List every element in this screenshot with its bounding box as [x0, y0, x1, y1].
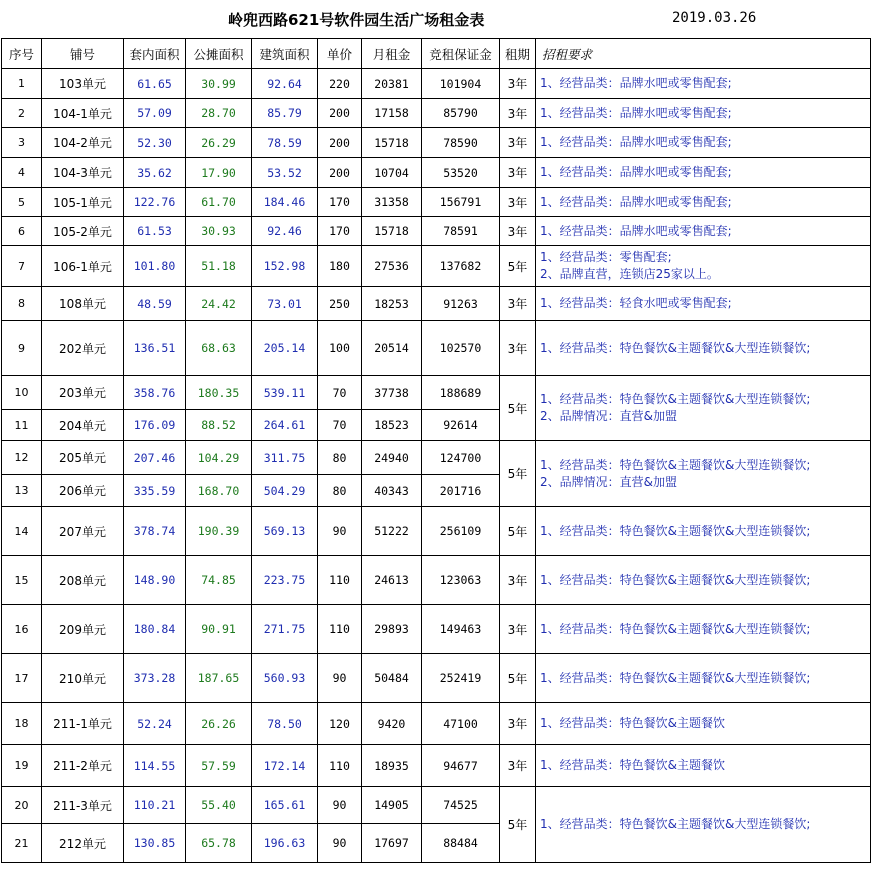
cell-building-area: 223.75	[252, 556, 318, 605]
cell-unit-price: 200	[318, 128, 362, 158]
cell-term: 5年	[500, 441, 536, 507]
cell-monthly-rent: 15718	[362, 128, 422, 158]
cell-requirements	[536, 158, 871, 188]
cell-no: 2	[2, 99, 42, 128]
cell-unit-price: 100	[318, 321, 362, 376]
cell-monthly-rent: 10704	[362, 158, 422, 188]
cell-term: 3年	[500, 188, 536, 217]
cell-inner-area: 52.24	[124, 703, 186, 745]
table-row	[2, 605, 871, 654]
cell-shared-area: 51.18	[186, 246, 252, 287]
table-row	[2, 376, 871, 410]
cell-term: 5年	[500, 246, 536, 287]
cell-no: 12	[2, 441, 42, 475]
cell-term: 3年	[500, 605, 536, 654]
cell-monthly-rent: 17697	[362, 824, 422, 863]
requirement-line: 1、经营品类：特色餐饮&主题餐饮	[540, 716, 725, 730]
cell-unit: 108单元	[42, 287, 124, 321]
cell-shared-area: 61.70	[186, 188, 252, 217]
cell-shared-area: 55.40	[186, 787, 252, 824]
header-row	[2, 39, 871, 69]
cell-requirements	[536, 745, 871, 787]
cell-shared-area: 30.93	[186, 217, 252, 246]
cell-term: 3年	[500, 69, 536, 99]
cell-unit-price: 200	[318, 158, 362, 188]
cell-unit: 105-2单元	[42, 217, 124, 246]
requirement-line: 1、经营品类：零售配套;	[540, 250, 672, 264]
page-title: 岭兜西路621号软件园生活广场租金表	[228, 11, 485, 29]
cell-unit-price: 180	[318, 246, 362, 287]
requirement-line: 1、经营品类：品牌水吧或零售配套;	[540, 223, 732, 238]
cell-shared-area: 187.65	[186, 654, 252, 703]
cell-term: 3年	[500, 287, 536, 321]
cell-shared-area: 74.85	[186, 556, 252, 605]
cell-monthly-rent: 17158	[362, 99, 422, 128]
cell-term: 5年	[500, 376, 536, 441]
cell-no: 16	[2, 605, 42, 654]
table-row	[2, 99, 871, 128]
cell-unit: 207单元	[42, 507, 124, 556]
cell-term: 3年	[500, 99, 536, 128]
requirement-line: 1、经营品类：特色餐饮&主题餐饮&大型连锁餐饮;	[540, 457, 811, 472]
cell-inner-area: 130.85	[124, 824, 186, 863]
cell-shared-area: 28.70	[186, 99, 252, 128]
col-header-no: 序号	[2, 39, 42, 69]
cell-no: 7	[2, 246, 42, 287]
cell-monthly-rent: 14905	[362, 787, 422, 824]
cell-term: 5年	[500, 787, 536, 863]
cell-inner-area: 378.74	[124, 507, 186, 556]
col-header-unit-price: 单价	[318, 39, 362, 69]
cell-requirements	[536, 217, 871, 246]
cell-monthly-rent: 37738	[362, 376, 422, 410]
cell-unit: 104-3单元	[42, 158, 124, 188]
cell-building-area: 78.50	[252, 703, 318, 745]
cell-inner-area: 148.90	[124, 556, 186, 605]
cell-deposit: 47100	[422, 703, 500, 745]
requirement-line: 1、经营品类：特色餐饮&主题餐饮&大型连锁餐饮;	[540, 392, 811, 406]
cell-building-area: 504.29	[252, 475, 318, 507]
cell-inner-area: 61.53	[124, 217, 186, 246]
cell-requirements	[536, 69, 871, 99]
cell-inner-area: 101.80	[124, 246, 186, 287]
cell-monthly-rent: 31358	[362, 188, 422, 217]
cell-monthly-rent: 15718	[362, 217, 422, 246]
cell-deposit: 53520	[422, 158, 500, 188]
cell-building-area: 271.75	[252, 605, 318, 654]
cell-inner-area: 136.51	[124, 321, 186, 376]
cell-building-area: 53.52	[252, 158, 318, 188]
cell-requirements	[536, 376, 871, 441]
cell-no: 18	[2, 703, 42, 745]
cell-inner-area: 52.30	[124, 128, 186, 158]
cell-unit-price: 120	[318, 703, 362, 745]
cell-no: 10	[2, 376, 42, 410]
cell-inner-area: 61.65	[124, 69, 186, 99]
cell-shared-area: 30.99	[186, 69, 252, 99]
cell-building-area: 152.98	[252, 246, 318, 287]
requirement-line: 1、经营品类：轻食水吧或零售配套;	[540, 296, 732, 310]
cell-deposit: 252419	[422, 654, 500, 703]
cell-requirements	[536, 321, 871, 376]
cell-requirements	[536, 246, 871, 287]
cell-unit: 104-1单元	[42, 99, 124, 128]
cell-deposit: 78590	[422, 128, 500, 158]
cell-deposit: 94677	[422, 745, 500, 787]
cell-unit-price: 170	[318, 188, 362, 217]
cell-building-area: 73.01	[252, 287, 318, 321]
table-row	[2, 441, 871, 475]
cell-unit-price: 90	[318, 824, 362, 863]
cell-unit: 205单元	[42, 441, 124, 475]
cell-unit: 203单元	[42, 376, 124, 410]
cell-requirements	[536, 605, 871, 654]
table-row	[2, 787, 871, 824]
cell-unit-price: 70	[318, 376, 362, 410]
cell-term: 5年	[500, 654, 536, 703]
cell-inner-area: 122.76	[124, 188, 186, 217]
cell-no: 8	[2, 287, 42, 321]
cell-shared-area: 65.78	[186, 824, 252, 863]
cell-building-area: 264.61	[252, 410, 318, 441]
table-row	[2, 287, 871, 321]
cell-no: 1	[2, 69, 42, 99]
col-header-requirements: 招租要求	[536, 39, 871, 69]
cell-deposit: 91263	[422, 287, 500, 321]
requirement-line: 1、经营品类：特色餐饮&主题餐饮&大型连锁餐饮;	[540, 572, 811, 587]
cell-building-area: 78.59	[252, 128, 318, 158]
cell-term: 3年	[500, 745, 536, 787]
cell-building-area: 165.61	[252, 787, 318, 824]
cell-monthly-rent: 20381	[362, 69, 422, 99]
cell-deposit: 123063	[422, 556, 500, 605]
requirement-line: 2、品牌直营，连锁店25家以上。	[540, 267, 719, 281]
cell-no: 6	[2, 217, 42, 246]
col-header-shared-area: 公摊面积	[186, 39, 252, 69]
cell-monthly-rent: 29893	[362, 605, 422, 654]
cell-no: 11	[2, 410, 42, 441]
cell-monthly-rent: 20514	[362, 321, 422, 376]
cell-shared-area: 26.29	[186, 128, 252, 158]
cell-no: 13	[2, 475, 42, 507]
table-row	[2, 217, 871, 246]
cell-monthly-rent: 27536	[362, 246, 422, 287]
cell-shared-area: 104.29	[186, 441, 252, 475]
cell-term: 3年	[500, 556, 536, 605]
requirement-line: 2、品牌情况：直营&加盟	[540, 409, 677, 423]
cell-shared-area: 90.91	[186, 605, 252, 654]
cell-inner-area: 207.46	[124, 441, 186, 475]
cell-inner-area: 35.62	[124, 158, 186, 188]
cell-unit-price: 200	[318, 99, 362, 128]
cell-monthly-rent: 18935	[362, 745, 422, 787]
requirement-line: 1、经营品类：品牌水吧或零售配套;	[540, 194, 732, 209]
cell-unit: 211-2单元	[42, 745, 124, 787]
cell-deposit: 149463	[422, 605, 500, 654]
cell-deposit: 101904	[422, 69, 500, 99]
requirement-line: 1、经营品类：特色餐饮&主题餐饮&大型连锁餐饮;	[540, 621, 811, 636]
cell-monthly-rent: 18523	[362, 410, 422, 441]
cell-shared-area: 68.63	[186, 321, 252, 376]
cell-requirements	[536, 99, 871, 128]
col-header-unit: 铺号	[42, 39, 124, 69]
cell-inner-area: 48.59	[124, 287, 186, 321]
cell-requirements	[536, 703, 871, 745]
rent-table	[1, 38, 871, 863]
table-row	[2, 158, 871, 188]
cell-unit: 105-1单元	[42, 188, 124, 217]
cell-no: 14	[2, 507, 42, 556]
cell-term: 5年	[500, 507, 536, 556]
cell-building-area: 560.93	[252, 654, 318, 703]
cell-inner-area: 373.28	[124, 654, 186, 703]
cell-shared-area: 88.52	[186, 410, 252, 441]
cell-deposit: 124700	[422, 441, 500, 475]
cell-deposit: 92614	[422, 410, 500, 441]
cell-monthly-rent: 9420	[362, 703, 422, 745]
cell-inner-area: 335.59	[124, 475, 186, 507]
cell-monthly-rent: 24613	[362, 556, 422, 605]
cell-deposit: 78591	[422, 217, 500, 246]
cell-unit-price: 250	[318, 287, 362, 321]
cell-unit-price: 220	[318, 69, 362, 99]
cell-monthly-rent: 51222	[362, 507, 422, 556]
requirement-line: 1、经营品类：特色餐饮&主题餐饮&大型连锁餐饮;	[540, 340, 811, 355]
cell-shared-area: 190.39	[186, 507, 252, 556]
cell-requirements	[536, 507, 871, 556]
cell-term: 3年	[500, 217, 536, 246]
table-row	[2, 246, 871, 287]
col-header-term: 租期	[500, 39, 536, 69]
cell-unit-price: 110	[318, 605, 362, 654]
cell-term: 3年	[500, 321, 536, 376]
cell-building-area: 569.13	[252, 507, 318, 556]
cell-unit: 210单元	[42, 654, 124, 703]
requirement-line: 1、经营品类：特色餐饮&主题餐饮&大型连锁餐饮;	[540, 817, 811, 831]
table-row	[2, 128, 871, 158]
cell-deposit: 74525	[422, 787, 500, 824]
requirement-line: 1、经营品类：品牌水吧或零售配套;	[540, 105, 732, 120]
requirement-line: 1、经营品类：特色餐饮&主题餐饮&大型连锁餐饮;	[540, 523, 811, 538]
cell-shared-area: 17.90	[186, 158, 252, 188]
cell-inner-area: 110.21	[124, 787, 186, 824]
cell-inner-area: 180.84	[124, 605, 186, 654]
cell-unit: 209单元	[42, 605, 124, 654]
table-row	[2, 745, 871, 787]
cell-building-area: 92.64	[252, 69, 318, 99]
cell-deposit: 201716	[422, 475, 500, 507]
cell-monthly-rent: 40343	[362, 475, 422, 507]
cell-unit: 212单元	[42, 824, 124, 863]
requirement-line: 1、经营品类：特色餐饮&主题餐饮&大型连锁餐饮;	[540, 670, 811, 685]
cell-building-area: 539.11	[252, 376, 318, 410]
col-header-inner-area: 套内面积	[124, 39, 186, 69]
requirement-line: 2、品牌情况：直营&加盟	[540, 474, 677, 489]
cell-inner-area: 114.55	[124, 745, 186, 787]
cell-requirements	[536, 654, 871, 703]
cell-unit-price: 90	[318, 787, 362, 824]
cell-unit: 211-3单元	[42, 787, 124, 824]
requirement-line: 1、经营品类：品牌水吧或零售配套;	[540, 135, 732, 149]
cell-deposit: 137682	[422, 246, 500, 287]
cell-unit: 104-2单元	[42, 128, 124, 158]
cell-building-area: 184.46	[252, 188, 318, 217]
cell-building-area: 85.79	[252, 99, 318, 128]
requirement-line: 1、经营品类：特色餐饮&主题餐饮	[540, 758, 725, 772]
cell-requirements	[536, 556, 871, 605]
cell-building-area: 311.75	[252, 441, 318, 475]
cell-unit-price: 80	[318, 475, 362, 507]
cell-unit-price: 170	[318, 217, 362, 246]
cell-term: 3年	[500, 703, 536, 745]
col-header-building-area: 建筑面积	[252, 39, 318, 69]
requirement-line: 1、经营品类：品牌水吧或零售配套;	[540, 165, 732, 179]
cell-no: 9	[2, 321, 42, 376]
cell-requirements	[536, 441, 871, 507]
table-row	[2, 188, 871, 217]
cell-deposit: 102570	[422, 321, 500, 376]
cell-unit: 211-1单元	[42, 703, 124, 745]
cell-monthly-rent: 18253	[362, 287, 422, 321]
cell-deposit: 256109	[422, 507, 500, 556]
cell-unit: 106-1单元	[42, 246, 124, 287]
cell-requirements	[536, 188, 871, 217]
col-header-monthly-rent: 月租金	[362, 39, 422, 69]
cell-shared-area: 26.26	[186, 703, 252, 745]
cell-requirements	[536, 787, 871, 863]
cell-inner-area: 358.76	[124, 376, 186, 410]
table-row	[2, 703, 871, 745]
cell-building-area: 205.14	[252, 321, 318, 376]
table-date: 2019.03.26	[672, 10, 757, 26]
cell-no: 4	[2, 158, 42, 188]
cell-unit: 206单元	[42, 475, 124, 507]
cell-shared-area: 180.35	[186, 376, 252, 410]
cell-no: 19	[2, 745, 42, 787]
cell-deposit: 88484	[422, 824, 500, 863]
cell-no: 17	[2, 654, 42, 703]
cell-deposit: 188689	[422, 376, 500, 410]
cell-unit-price: 110	[318, 745, 362, 787]
title-bar	[0, 0, 872, 38]
cell-shared-area: 57.59	[186, 745, 252, 787]
cell-building-area: 196.63	[252, 824, 318, 863]
cell-shared-area: 24.42	[186, 287, 252, 321]
cell-building-area: 172.14	[252, 745, 318, 787]
cell-monthly-rent: 50484	[362, 654, 422, 703]
table-row	[2, 507, 871, 556]
table-row	[2, 556, 871, 605]
cell-unit-price: 80	[318, 441, 362, 475]
requirement-line: 1、经营品类：品牌水吧或零售配套;	[540, 76, 732, 90]
cell-no: 20	[2, 787, 42, 824]
cell-shared-area: 168.70	[186, 475, 252, 507]
cell-term: 3年	[500, 158, 536, 188]
cell-unit-price: 90	[318, 654, 362, 703]
cell-inner-area: 57.09	[124, 99, 186, 128]
cell-unit: 204单元	[42, 410, 124, 441]
cell-unit: 208单元	[42, 556, 124, 605]
cell-no: 5	[2, 188, 42, 217]
table-row	[2, 69, 871, 99]
cell-requirements	[536, 287, 871, 321]
cell-unit-price: 70	[318, 410, 362, 441]
cell-inner-area: 176.09	[124, 410, 186, 441]
table-row	[2, 321, 871, 376]
cell-unit: 103单元	[42, 69, 124, 99]
cell-no: 3	[2, 128, 42, 158]
cell-no: 21	[2, 824, 42, 863]
cell-requirements	[536, 128, 871, 158]
cell-unit-price: 110	[318, 556, 362, 605]
cell-no: 15	[2, 556, 42, 605]
cell-building-area: 92.46	[252, 217, 318, 246]
cell-deposit: 85790	[422, 99, 500, 128]
cell-unit-price: 90	[318, 507, 362, 556]
table-row	[2, 654, 871, 703]
cell-unit: 202单元	[42, 321, 124, 376]
cell-term: 3年	[500, 128, 536, 158]
col-header-deposit: 竞租保证金	[422, 39, 500, 69]
cell-deposit: 156791	[422, 188, 500, 217]
cell-monthly-rent: 24940	[362, 441, 422, 475]
